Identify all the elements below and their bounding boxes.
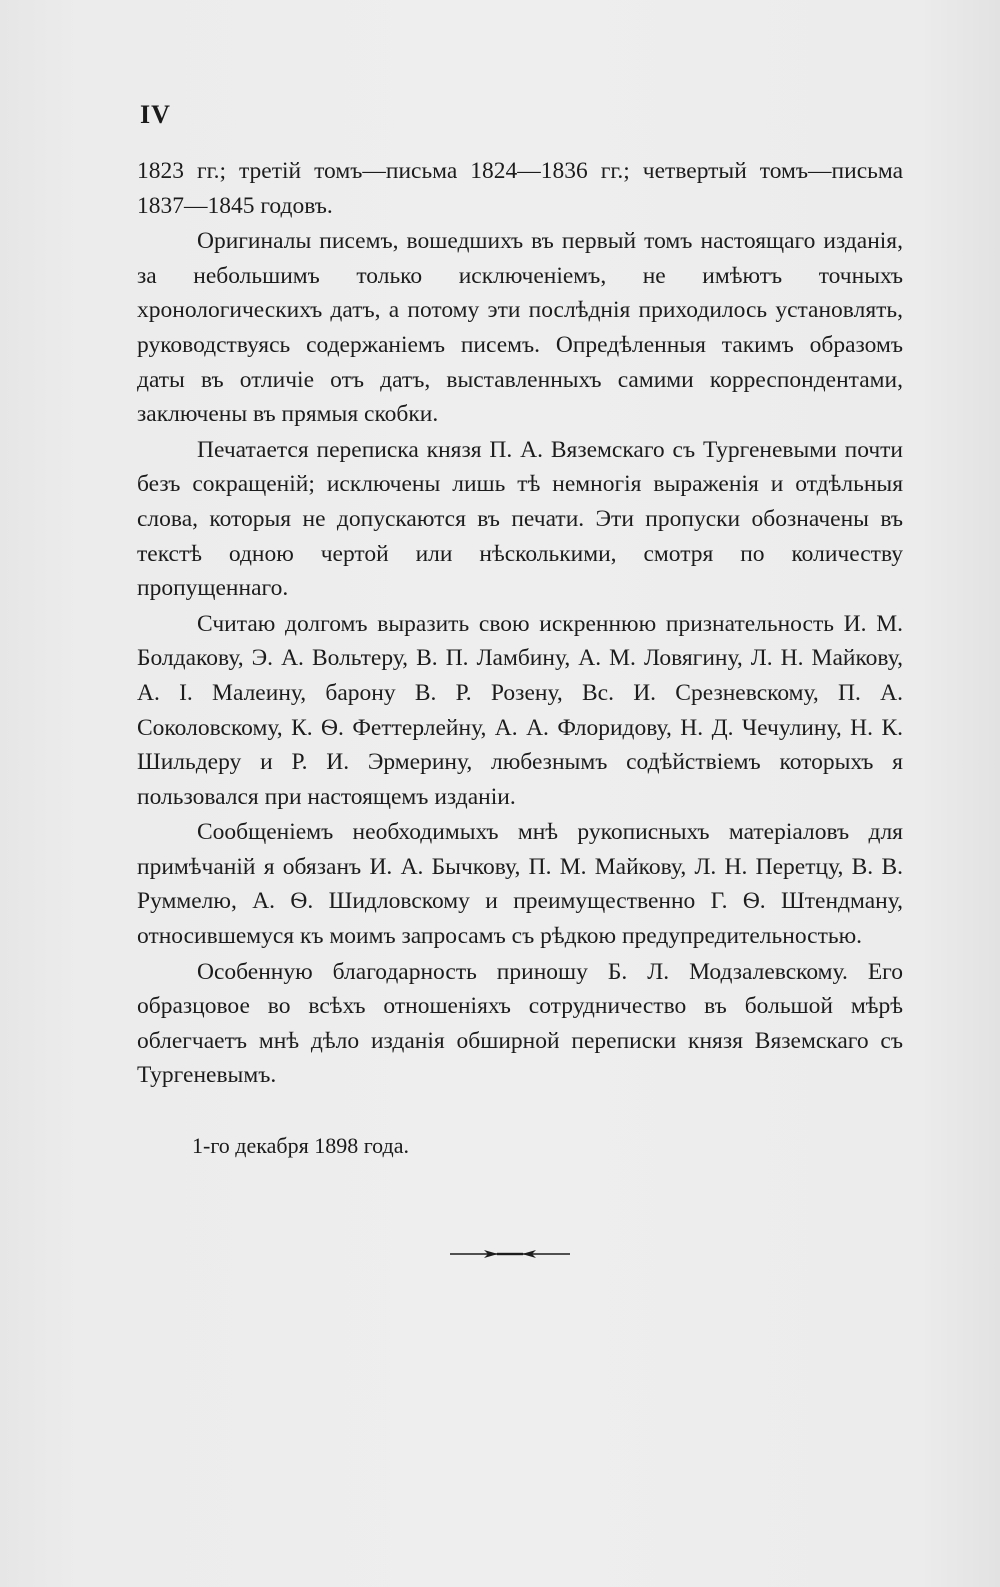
paragraph-acknowledgements: Считаю долгомъ выразить свою искреннюю признательность И. М. Болдакову, Э. А. Вольтеру, В. П. Ламбину, А. М. Ловягину, Л. Н. Майкову, А. І. Малеину, барону В. Р. Розену, Вс. И. Срезневскому, П. А. Соколовскому, К. Ѳ. Феттерлейну, А. А. Флоридову, Н. Д. Чечулину, Н. К. Шильдеру и Р. И. Эрмерину, любезнымъ содѣйствіемъ которыхъ я пользовался при настоящемъ изданіи.	[137, 610, 903, 810]
body-text	[137, 154, 903, 1094]
paragraph-materials: Сообщеніемъ необходимыхъ мнѣ рукописныхъ матеріаловъ для примѣчаній я обязанъ И. А. Бычкову, П. М. Майкову, Л. Н. Перетцу, В. В. Руммелю, А. Ѳ. Шидловскому и преимущественно Г. Ѳ. Штендману, относившемуся къ моимъ запросамъ съ рѣдкою предупредительностью.	[137, 819, 903, 950]
paragraph-continuation: 1823 гг.; третій томъ—письма 1824—1836 гг.; четвертый томъ—письма 1837—1845 годовъ.	[137, 158, 903, 219]
paragraph-gratitude: Особенную благодарность приношу Б. Л. Модзалевскому. Его образцовое во всѣхъ отношеніяхъ сотрудничество въ большой мѣрѣ облегчаетъ мнѣ дѣло изданія обширной переписки князя Вяземскаго съ Тургеневымъ.	[137, 958, 903, 1089]
page-number: IV	[140, 100, 171, 129]
paragraph-originals: Оригиналы писемъ, вошедшихъ въ первый томъ настоящаго изданія, за небольшимъ только исключеніемъ, не имѣютъ точныхъ хронологическихъ датъ, а потому эти послѣднія приходилось установлять, руководствуясь содержаніемъ писемъ. Опредѣленныя такимъ образомъ даты въ отличіе отъ датъ, выставленныхъ самими корреспондентами, заключены въ прямыя скобки.	[137, 228, 903, 428]
double-arrow-ornament-icon	[450, 1244, 570, 1264]
dateline: 1-го декабря 1898 года.	[192, 1133, 409, 1158]
paragraph-printing: Печатается переписка князя П. А. Вяземскаго съ Тургеневыми почти безъ сокращеній; исключены лишь тѣ немногія выраженія и отдѣльныя слова, которыя не допускаются въ печати. Эти пропуски обозначены въ текстѣ одною чертой или нѣсколькими, смотря по количеству пропущеннаго.	[137, 436, 903, 602]
